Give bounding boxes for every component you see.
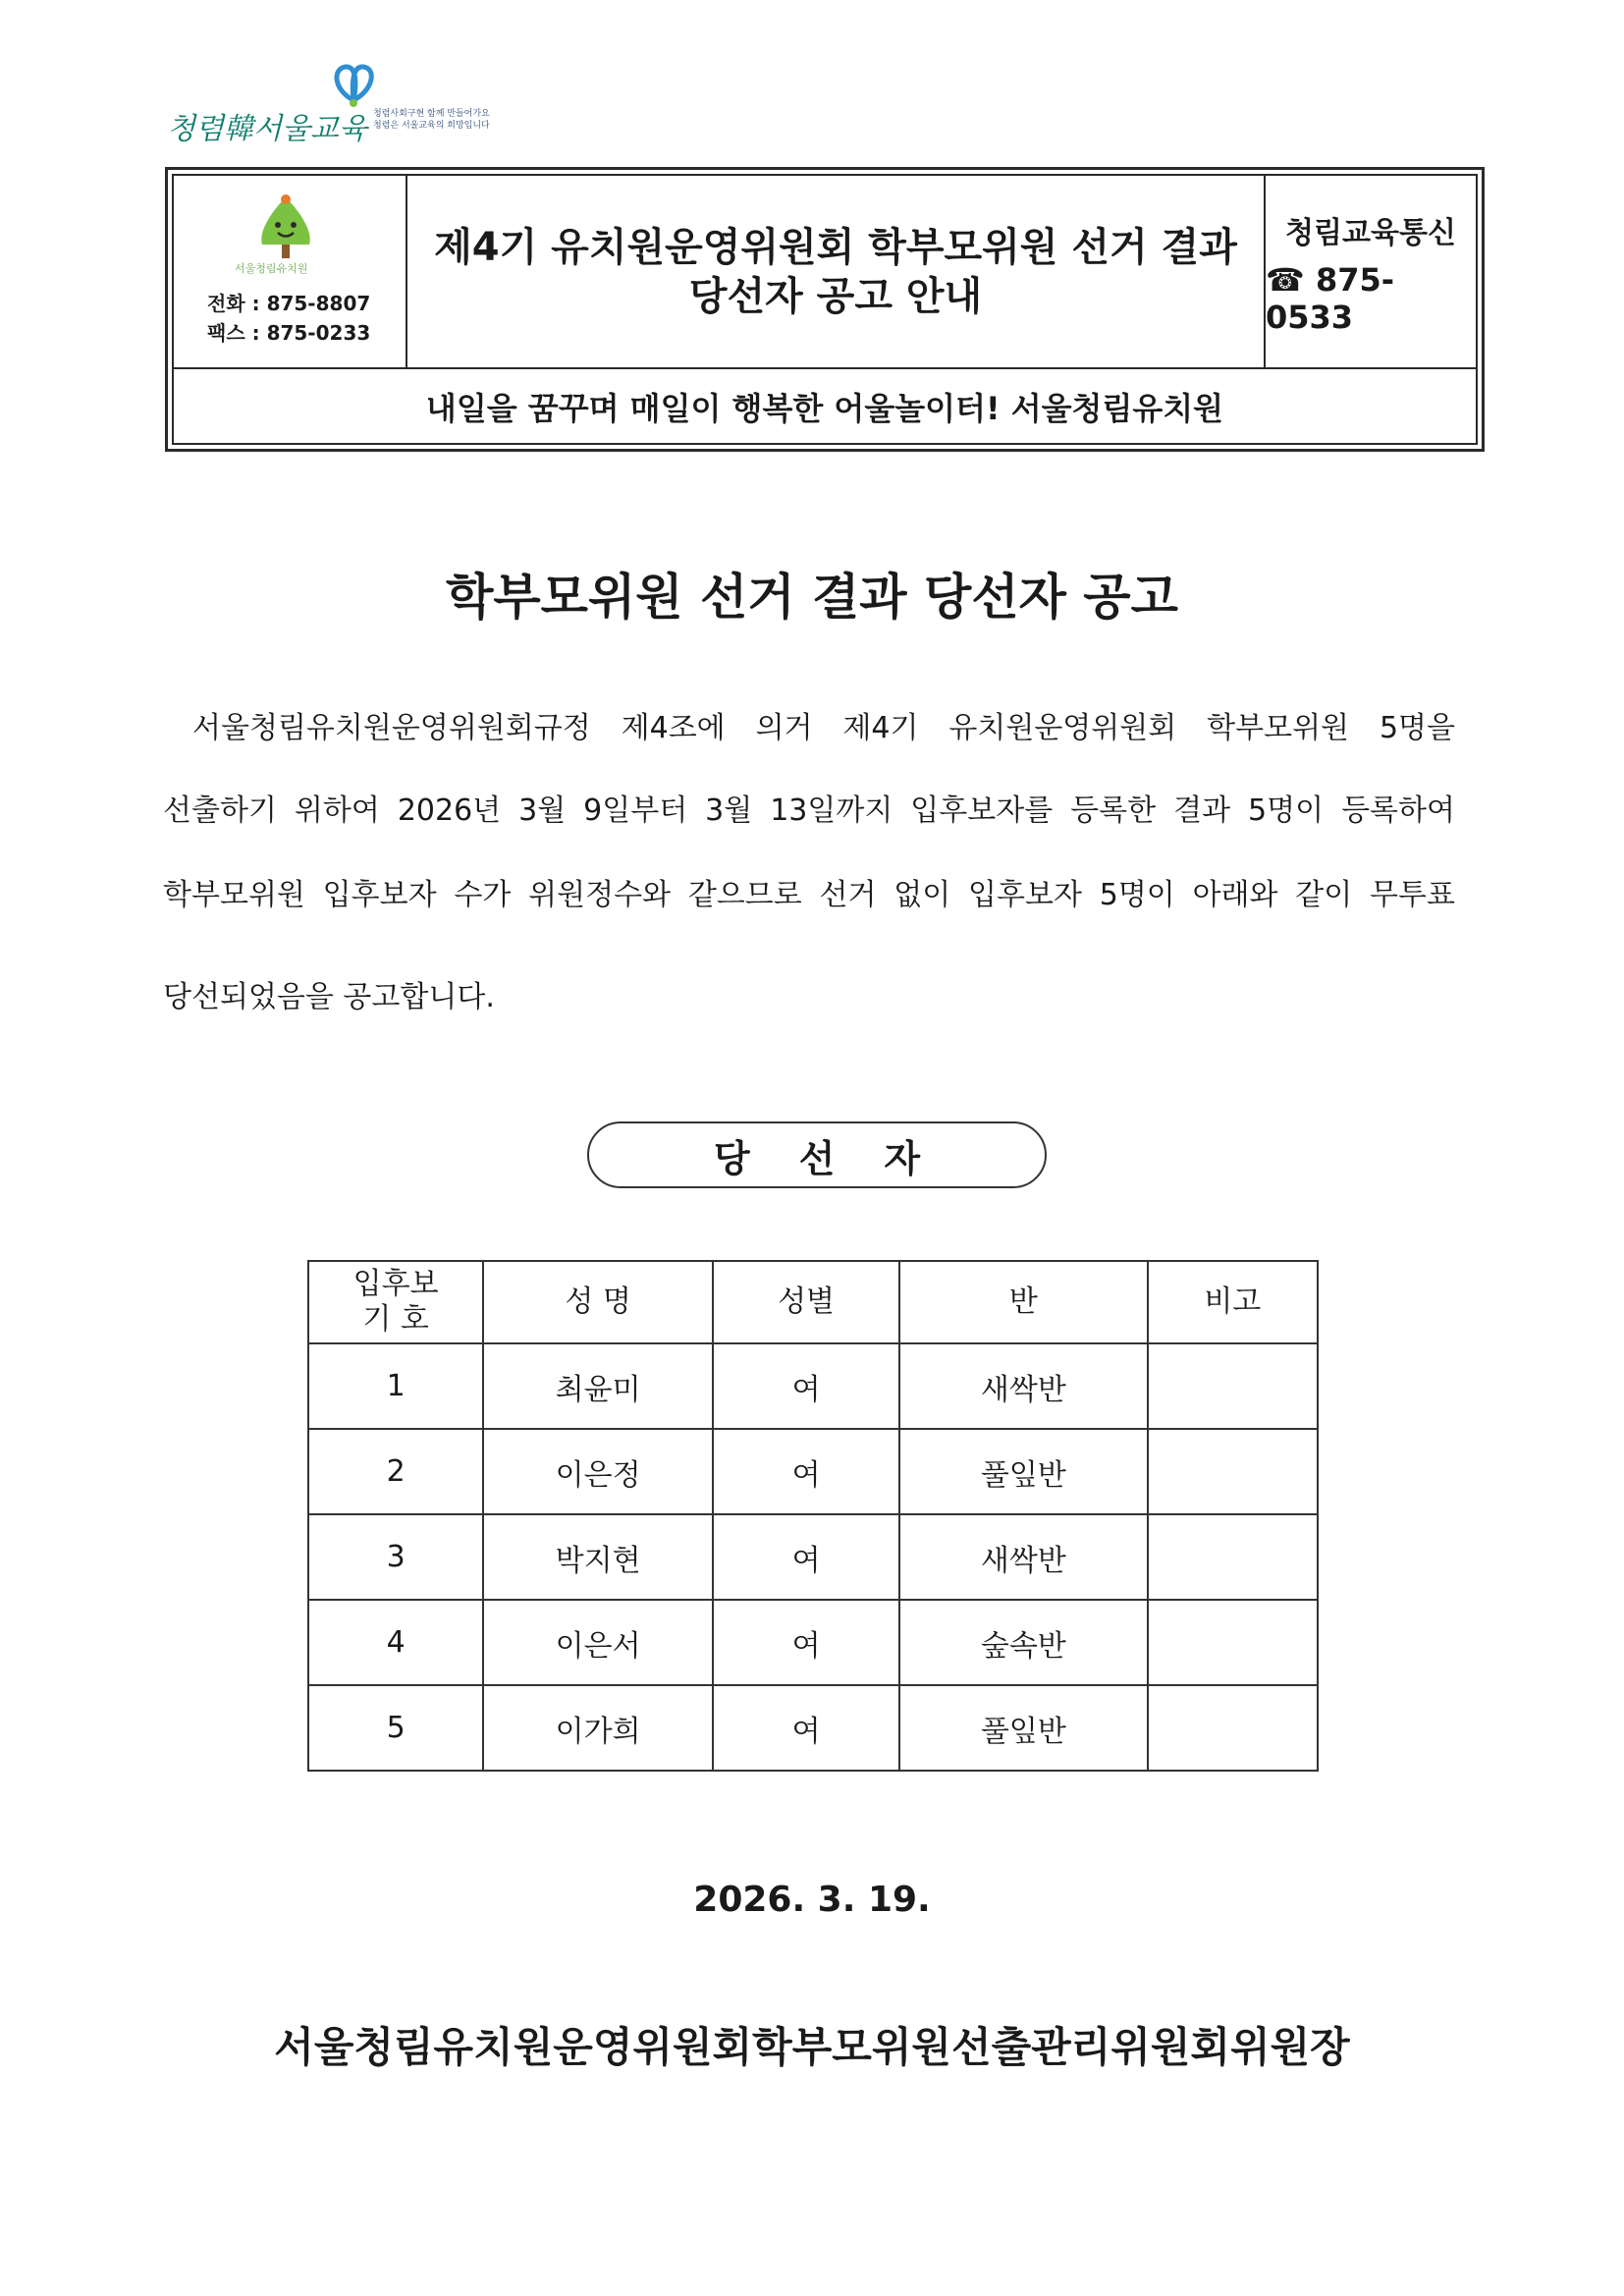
fax-number: 팩스 : 875-0233 — [207, 321, 371, 345]
table-row — [308, 1429, 1318, 1514]
cell-gender: 여 — [713, 1685, 899, 1771]
paragraph-line-1: 서울청림유치원운영위원회규정 제4조에 의거 제4기 유치원운영위원회 학부모위원 5명을 — [192, 711, 1455, 745]
cell-name: 최윤미 — [483, 1343, 713, 1429]
seoul-education-logo — [167, 61, 490, 149]
header-title-cell — [407, 176, 1266, 367]
contact-phone: ☎ 875-0533 — [1266, 260, 1395, 336]
header-name: 성 명 — [483, 1261, 713, 1343]
motto-row — [174, 367, 1476, 443]
cell-number: 5 — [308, 1685, 483, 1771]
phone-number: 전화 : 875-8807 — [207, 292, 371, 315]
cell-class: 풀잎반 — [899, 1685, 1147, 1771]
cell-class: 새싹반 — [899, 1514, 1147, 1600]
cell-gender: 여 — [713, 1343, 899, 1429]
kindergarten-mark-text: 서울청림유치원 — [235, 262, 308, 275]
header-class: 반 — [899, 1261, 1147, 1343]
kindergarten-info-cell — [174, 176, 407, 367]
newsletter-name: 청림교육통신 — [1285, 215, 1456, 250]
newsletter-header — [165, 167, 1485, 452]
announcement-date: 2026. 3. 19. — [693, 1880, 931, 1920]
cell-class: 숲속반 — [899, 1600, 1147, 1685]
logo-slogan: 청렴사회구현 함께 만들어가요 청렴은 서울교육의 희망입니다 — [373, 109, 490, 131]
cell-number: 4 — [308, 1600, 483, 1685]
motto-text: 내일을 꿈꾸며 매일이 행복한 어울놀이터! 서울청림유치원 — [425, 389, 1224, 427]
paragraph-line-4: 당선되었음을 공고합니다. — [163, 980, 495, 1014]
winners-section-label — [587, 1121, 1047, 1188]
table-header-row — [308, 1261, 1318, 1343]
cell-gender: 여 — [713, 1600, 899, 1685]
cell-gender: 여 — [713, 1514, 899, 1600]
butterfly-logo-icon — [324, 61, 383, 110]
cell-remarks — [1148, 1600, 1318, 1685]
cell-remarks — [1148, 1685, 1318, 1771]
cell-number: 2 — [308, 1429, 483, 1514]
paragraph-line-3: 학부모위원 입후보자 수가 위원정수와 같으므로 선거 없이 입후보자 5명이 아래와 같이 무투표 — [163, 878, 1455, 912]
header-gender: 성별 — [713, 1261, 899, 1343]
cell-name: 이은서 — [483, 1600, 713, 1685]
table-row — [308, 1343, 1318, 1429]
header-title-line1: 제4기 유치원운영위원회 학부모위원 선거 결과 — [434, 224, 1237, 270]
table-row — [308, 1685, 1318, 1771]
tree-mascot-icon — [250, 193, 321, 262]
cell-class: 풀잎반 — [899, 1429, 1147, 1514]
page-title: 학부모위원 선거 결과 당선자 공고 — [446, 569, 1178, 626]
cell-name: 이가희 — [483, 1685, 713, 1771]
cell-name: 박지현 — [483, 1514, 713, 1600]
winners-table — [307, 1260, 1319, 1772]
table-row — [308, 1514, 1318, 1600]
winners-label-text: 당선자 — [713, 1136, 970, 1180]
cell-gender: 여 — [713, 1429, 899, 1514]
header-candidate-number: 입후보 기 호 — [308, 1261, 483, 1343]
cell-class: 새싹반 — [899, 1343, 1147, 1429]
header-title-line2: 당선자 공고 안내 — [688, 273, 983, 319]
cell-number: 3 — [308, 1514, 483, 1600]
cell-remarks — [1148, 1343, 1318, 1429]
signer-title: 서울청림유치원운영위원회학부모위원선출관리위원회위원장 — [274, 2023, 1350, 2071]
cell-remarks — [1148, 1429, 1318, 1514]
logo-text: 청렴韓서울교육 — [167, 112, 367, 146]
cell-number: 1 — [308, 1343, 483, 1429]
contact-cell — [1266, 176, 1476, 367]
table-row — [308, 1600, 1318, 1685]
header-remarks: 비고 — [1148, 1261, 1318, 1343]
cell-name: 이은정 — [483, 1429, 713, 1514]
paragraph-line-2: 선출하기 위하여 2026년 3월 9일부터 3월 13일까지 입후보자를 등록한 결과 5명이 등록하여 — [163, 793, 1455, 828]
cell-remarks — [1148, 1514, 1318, 1600]
